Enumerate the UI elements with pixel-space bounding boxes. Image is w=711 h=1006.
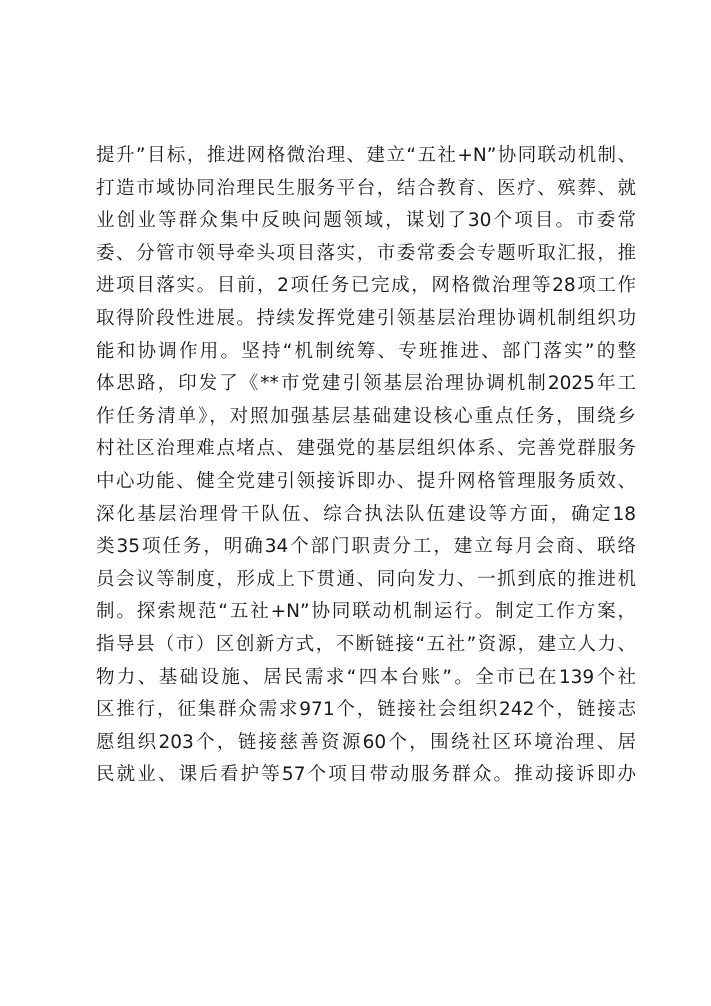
text-line: 愿组织203个，链接慈善资源60个，围绕社区环境治理、居 bbox=[96, 731, 636, 753]
body-paragraph bbox=[96, 140, 636, 792]
text-line: 提升”目标，推进网格微治理、建立“五社+N”协同联动机制、 bbox=[96, 145, 636, 166]
text-line: 进项目落实。目前，2项任务已完成，网格微治理等28项工作 bbox=[96, 275, 636, 297]
text-line: 员会议等制度，形成上下贯通、同向发力、一抓到底的推进机 bbox=[96, 568, 636, 590]
text-line: 物力、基础设施、居民需求“四本台账”。全市已在139个社 bbox=[96, 666, 636, 688]
text-line: 业创业等群众集中反映问题领域，谋划了30个项目。市委常 bbox=[96, 210, 636, 232]
text-line: 民就业、课后看护等57个项目带动服务群众。推动接诉即办 bbox=[96, 764, 636, 786]
text-line: 打造市域协同治理民生服务平台，结合教育、医疗、殡葬、就 bbox=[96, 177, 636, 199]
text-line: 指导县（市）区创新方式，不断链接“五社”资源，建立人力、 bbox=[96, 633, 636, 655]
text-line: 委、分管市领导牵头项目落实，市委常委会专题听取汇报，推 bbox=[96, 242, 636, 264]
text-line: 深化基层治理骨干队伍、综合执法队伍建设等方面，确定18 bbox=[96, 503, 636, 525]
text-line: 区推行，征集群众需求971个，链接社会组织242个，链接志 bbox=[96, 699, 636, 721]
text-line: 中心功能、健全党建引领接诉即办、提升网格管理服务质效、 bbox=[96, 470, 636, 492]
text-line: 制。探索规范“五社+N”协同联动机制运行。制定工作方案， bbox=[96, 601, 636, 623]
text-line: 作任务清单》，对照加强基层基础建设核心重点任务，围绕乡 bbox=[96, 405, 636, 427]
text-line: 类35项任务，明确34个部门职责分工，建立每月会商、联络 bbox=[96, 536, 636, 558]
text-line: 取得阶段性进展。持续发挥党建引领基层治理协调机制组织功 bbox=[96, 307, 636, 329]
text-line: 村社区治理难点堵点、建强党的基层组织体系、完善党群服务 bbox=[96, 438, 636, 460]
text-line: 能和协调作用。坚持“机制统筹、专班推进、部门落实”的整 bbox=[96, 340, 636, 362]
text-line: 体思路，印发了《**市党建引领基层治理协调机制2025年工 bbox=[96, 373, 636, 395]
